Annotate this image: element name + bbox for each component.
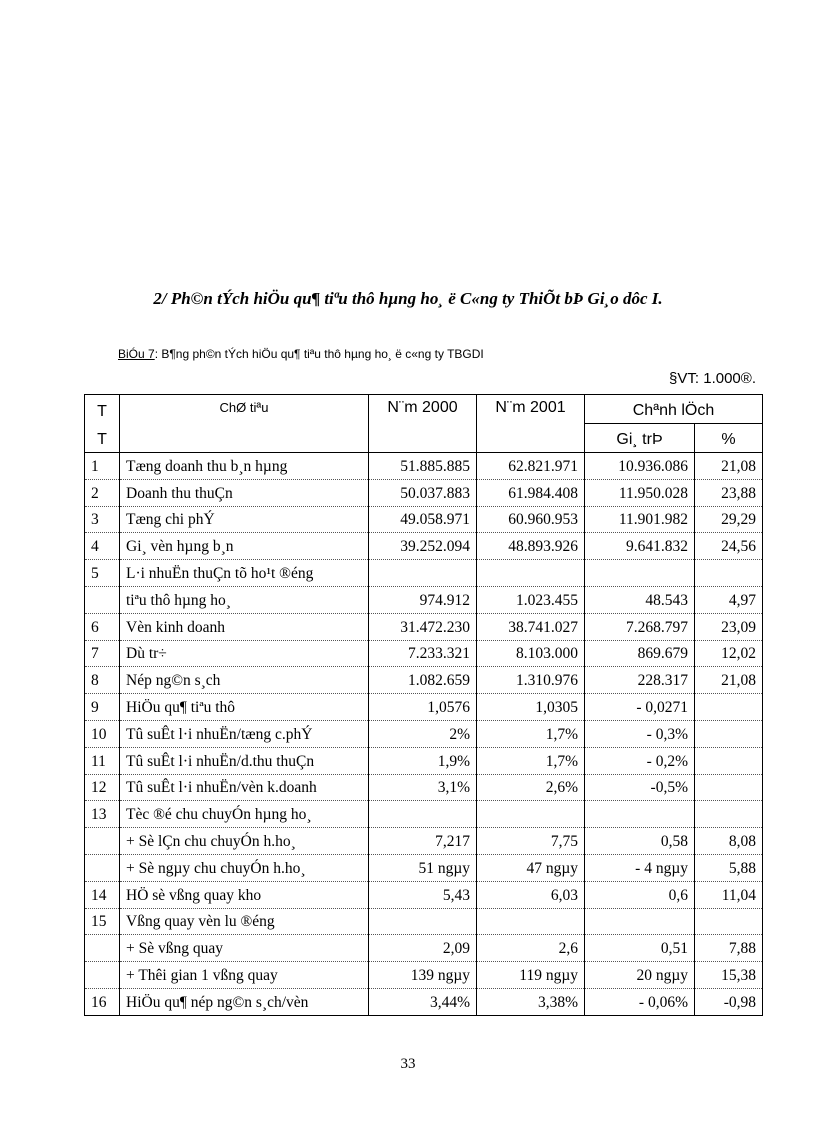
row-difference-percent [695,747,763,774]
row-year-2001: 1,7% [477,747,585,774]
row-difference-value: 20 ngµy [585,962,695,989]
row-year-2001: 60.960.953 [477,506,585,533]
row-year-2001: 62.821.971 [477,453,585,480]
row-difference-percent [695,720,763,747]
row-indicator: Tû suÊt l·i nhuËn/d.thu thuÇn [120,747,369,774]
row-year-2000 [369,908,477,935]
row-difference-value: 11.901.982 [585,506,695,533]
row-year-2000: 7,217 [369,828,477,855]
row-difference-value: 9.641.832 [585,533,695,560]
table-row [85,988,763,1015]
table-row [85,694,763,721]
row-indicator: Dù tr÷ [120,640,369,667]
row-year-2000: 2% [369,720,477,747]
header-blank [120,424,369,453]
unit-note: §VT: 1.000®. [669,370,756,387]
row-difference-percent [695,801,763,828]
header-blank [369,424,477,453]
row-year-2001: 1,0305 [477,694,585,721]
row-year-2001: 2,6 [477,935,585,962]
table-row [85,586,763,613]
row-year-2000 [369,560,477,587]
row-year-2000: 31.472.230 [369,613,477,640]
row-difference-percent: 5,88 [695,854,763,881]
row-year-2000: 50.037.883 [369,479,477,506]
row-year-2001: 8.103.000 [477,640,585,667]
row-year-2001: 2,6% [477,774,585,801]
header-tt-top: T [85,395,120,424]
row-indicator: Tèc ®é chu chuyÓn hµng ho¸ [120,801,369,828]
row-year-2000: 7.233.321 [369,640,477,667]
row-number: 6 [85,613,120,640]
table-row [85,935,763,962]
row-indicator: Doanh thu thuÇn [120,479,369,506]
row-difference-value: 48.543 [585,586,695,613]
table-row [85,479,763,506]
row-number [85,935,120,962]
row-indicator: Tæng chi phÝ [120,506,369,533]
header-row-2 [85,424,763,453]
row-difference-value: 228.317 [585,667,695,694]
row-number: 2 [85,479,120,506]
row-difference-value [585,801,695,828]
row-indicator: + Sè ngµy chu chuyÓn h.ho¸ [120,854,369,881]
row-year-2001: 48.893.926 [477,533,585,560]
row-number: 16 [85,988,120,1015]
header-row-1 [85,395,763,424]
row-number: 9 [85,694,120,721]
row-difference-percent: 23,88 [695,479,763,506]
table-row [85,962,763,989]
row-difference-percent [695,560,763,587]
row-number [85,854,120,881]
row-year-2001: 61.984.408 [477,479,585,506]
row-number: 4 [85,533,120,560]
row-difference-percent: 15,38 [695,962,763,989]
header-tt-bottom: T [85,424,120,453]
row-difference-percent [695,774,763,801]
row-indicator: + Sè lÇn chu chuyÓn h.ho¸ [120,828,369,855]
row-difference-value: 0,6 [585,881,695,908]
row-year-2000: 5,43 [369,881,477,908]
row-indicator: HÖ sè vßng quay kho [120,881,369,908]
row-year-2000: 139 ngµy [369,962,477,989]
table-row [85,908,763,935]
row-difference-value: - 0,06% [585,988,695,1015]
table-row [85,640,763,667]
row-difference-percent: -0,98 [695,988,763,1015]
table-row [85,828,763,855]
row-difference-value: - 0,3% [585,720,695,747]
header-year-2001: N¨m 2001 [477,395,585,424]
caption-label: BiÓu 7 [118,347,155,361]
row-year-2001: 7,75 [477,828,585,855]
row-number: 5 [85,560,120,587]
table-caption [118,347,484,361]
row-difference-value: 0,58 [585,828,695,855]
table-row [85,533,763,560]
row-difference-value: - 0,2% [585,747,695,774]
table-row [85,453,763,480]
header-blank [477,424,585,453]
row-number: 12 [85,774,120,801]
header-percent: % [695,424,763,453]
table-row [85,506,763,533]
row-number: 15 [85,908,120,935]
row-year-2001: 38.741.027 [477,613,585,640]
table-row [85,747,763,774]
row-indicator: Gi¸ vèn hµng b¸n [120,533,369,560]
row-indicator: + Thêi gian 1 vßng quay [120,962,369,989]
row-year-2000: 39.252.094 [369,533,477,560]
row-difference-percent: 7,88 [695,935,763,962]
row-difference-percent: 12,02 [695,640,763,667]
row-difference-percent: 21,08 [695,667,763,694]
row-year-2001 [477,801,585,828]
table-row [85,667,763,694]
section-heading: 2/ Ph©n tÝch hiÖu qu¶ tiªu thô hµng ho¸ ë C«ng ty ThiÕt bÞ Gi¸o dôc I. [153,289,663,308]
table-row [85,774,763,801]
row-year-2000: 2,09 [369,935,477,962]
row-number [85,828,120,855]
row-year-2000: 1,0576 [369,694,477,721]
row-number: 8 [85,667,120,694]
row-number: 3 [85,506,120,533]
row-indicator: Tû suÊt l·i nhuËn/vèn k.doanh [120,774,369,801]
header-difference: Chªnh lÖch [585,395,763,424]
row-year-2001: 1.023.455 [477,586,585,613]
row-difference-percent: 23,09 [695,613,763,640]
row-year-2001 [477,908,585,935]
row-difference-value [585,560,695,587]
table-row [85,854,763,881]
row-indicator: HiÖu qu¶ tiªu thô [120,694,369,721]
caption-text: : B¶ng ph©n tÝch hiÖu qu¶ tiªu thô hµng ho¸ ë c«ng ty TBGDI [154,347,484,361]
table-row [85,560,763,587]
row-year-2000: 3,1% [369,774,477,801]
table-row [85,720,763,747]
row-number: 11 [85,747,120,774]
row-number: 14 [85,881,120,908]
row-difference-value: - 4 ngµy [585,854,695,881]
row-year-2001: 119 ngµy [477,962,585,989]
row-difference-value: 10.936.086 [585,453,695,480]
row-difference-percent: 8,08 [695,828,763,855]
row-difference-value [585,908,695,935]
row-indicator: Nép ng©n s¸ch [120,667,369,694]
page-number: 33 [400,1056,416,1072]
row-indicator: Vßng quay vèn lu ®éng [120,908,369,935]
header-year-2000: N¨m 2000 [369,395,477,424]
row-difference-value: -0,5% [585,774,695,801]
row-indicator: Vèn kinh doanh [120,613,369,640]
row-year-2000 [369,801,477,828]
row-difference-value: - 0,0271 [585,694,695,721]
row-difference-value: 7.268.797 [585,613,695,640]
row-year-2001 [477,560,585,587]
efficiency-table [84,394,763,1016]
row-number: 13 [85,801,120,828]
row-year-2001: 6,03 [477,881,585,908]
row-number: 10 [85,720,120,747]
table-row [85,881,763,908]
row-difference-percent: 11,04 [695,881,763,908]
row-year-2001: 3,38% [477,988,585,1015]
row-year-2000: 49.058.971 [369,506,477,533]
table-row [85,801,763,828]
row-year-2000: 51 ngµy [369,854,477,881]
row-year-2000: 974.912 [369,586,477,613]
row-indicator: L·i nhuËn thuÇn tõ ho¹t ®éng [120,560,369,587]
row-difference-value: 11.950.028 [585,479,695,506]
row-difference-percent: 24,56 [695,533,763,560]
row-difference-value: 869.679 [585,640,695,667]
row-year-2000: 51.885.885 [369,453,477,480]
table-row [85,613,763,640]
row-number: 7 [85,640,120,667]
row-indicator: + Sè vßng quay [120,935,369,962]
row-indicator: tiªu thô hµng ho¸ [120,586,369,613]
row-number [85,586,120,613]
row-indicator: Tæng doanh thu b¸n hµng [120,453,369,480]
header-indicator: ChØ tiªu [120,395,369,424]
row-year-2000: 1,9% [369,747,477,774]
row-difference-value: 0,51 [585,935,695,962]
row-year-2001: 47 ngµy [477,854,585,881]
row-year-2000: 3,44% [369,988,477,1015]
row-number: 1 [85,453,120,480]
row-difference-percent [695,908,763,935]
row-year-2001: 1,7% [477,720,585,747]
row-difference-percent: 4,97 [695,586,763,613]
row-indicator: HiÖu qu¶ nép ng©n s¸ch/vèn [120,988,369,1015]
row-number [85,962,120,989]
row-year-2000: 1.082.659 [369,667,477,694]
row-difference-percent: 29,29 [695,506,763,533]
row-difference-percent: 21,08 [695,453,763,480]
header-value: Gi¸ trÞ [585,424,695,453]
row-difference-percent [695,694,763,721]
row-year-2001: 1.310.976 [477,667,585,694]
row-indicator: Tû suÊt l·i nhuËn/tæng c.phÝ [120,720,369,747]
